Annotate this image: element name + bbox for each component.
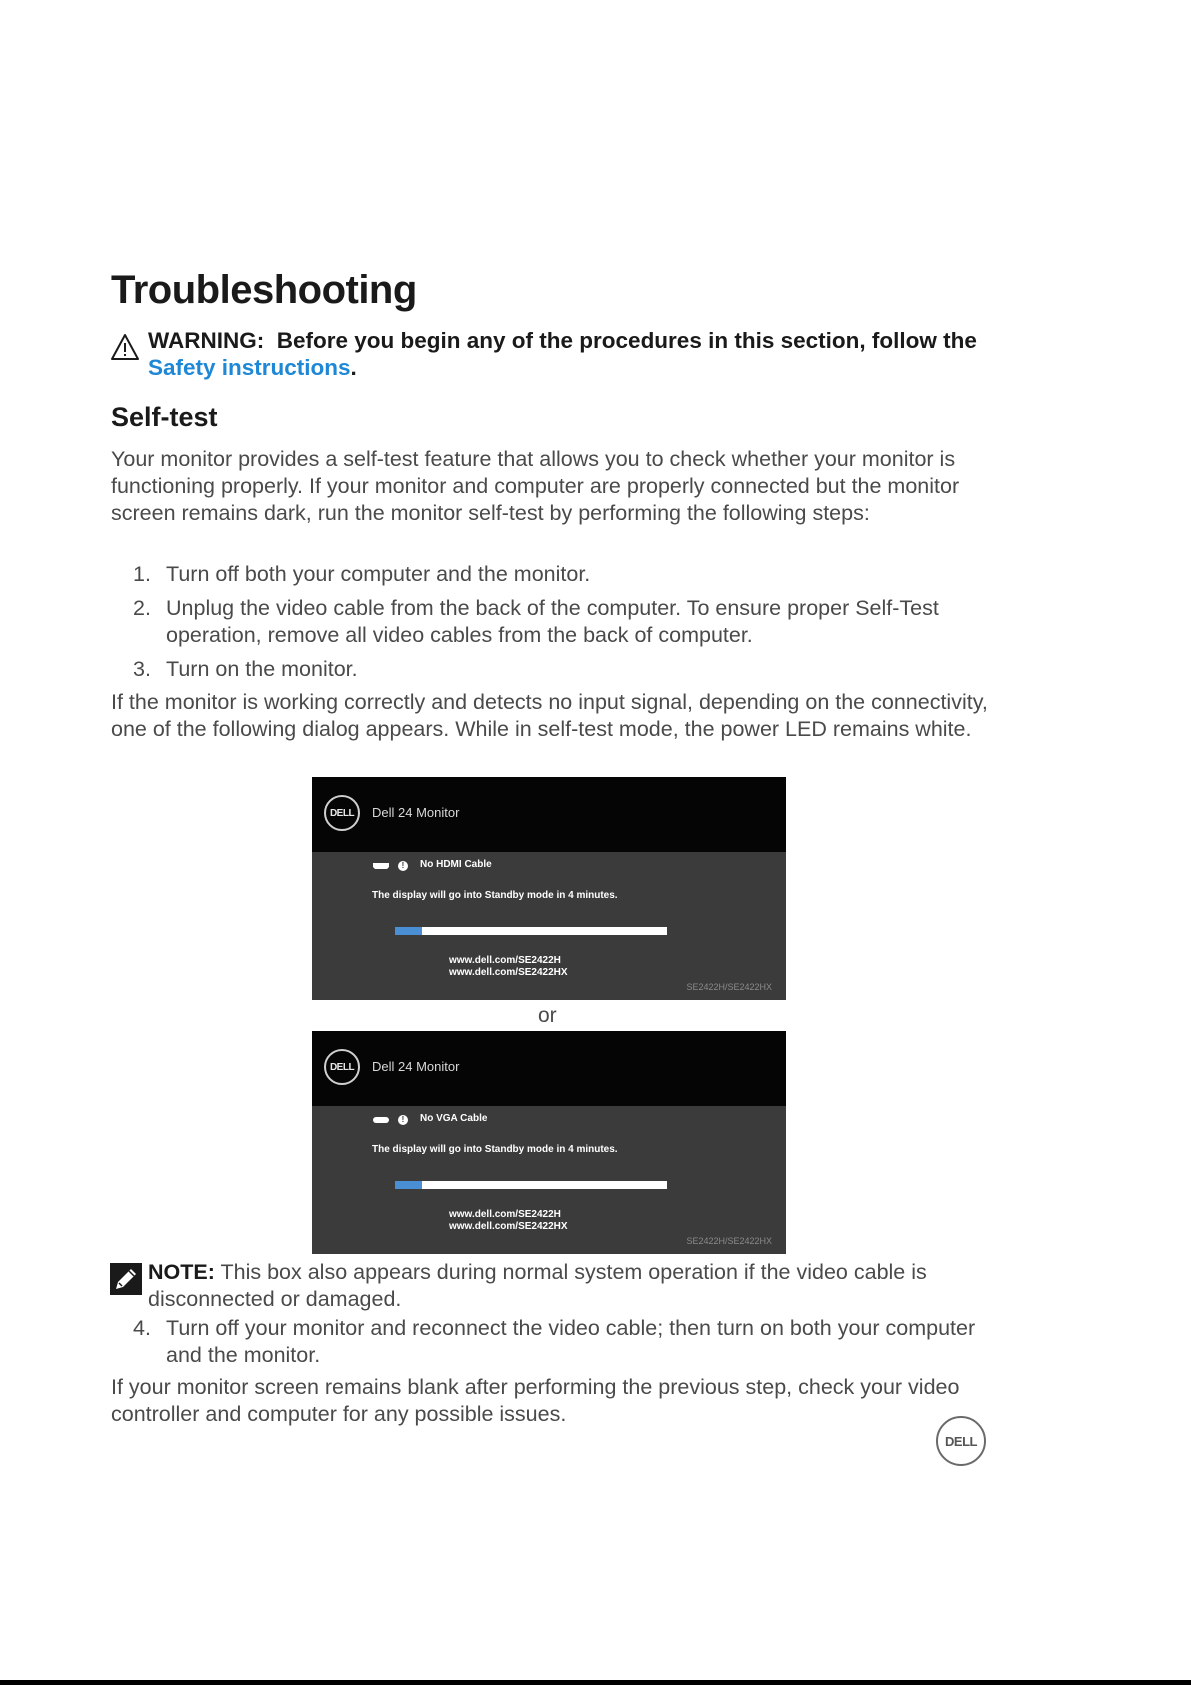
warning-label: WARNING:	[148, 328, 265, 353]
note-text: NOTE: This box also appears during normal system operation if the video cable is disconnected or damaged.	[148, 1260, 927, 1311]
list-item: 2. Unplug the video cable from the back of the computer. To ensure proper Self-Test operation, remove all video cables from the back of computer.	[133, 596, 939, 647]
vga-port-icon	[372, 1116, 390, 1124]
dialog-url: www.dell.com/SE2422HX	[449, 967, 568, 978]
standby-text: The display will go into Standby mode in 4 minutes.	[372, 1144, 618, 1155]
list-item: 4. Turn off your monitor and reconnect the video cable; then turn on both your computer and the monitor.	[133, 1316, 976, 1367]
dialog-url: www.dell.com/SE2422H	[449, 955, 561, 966]
dell-logo: DELL	[324, 1049, 360, 1085]
vga-dialog-screenshot	[312, 1031, 786, 1254]
intro-paragraph: Your monitor provides a self-test feature that allows you to check whether your monitor is functioning properly. If your monitor and computer are properly connected but the monitor screen remains dark, run the monitor self-test by performing the following steps:	[111, 447, 960, 525]
standby-progress-bar	[395, 927, 667, 935]
progress-fill	[395, 927, 422, 935]
standby-progress-bar	[395, 1181, 667, 1189]
warning-text: WARNING: Before you begin any of the procedures in this section, follow the Safety instructions.	[148, 328, 977, 380]
page-bottom-border	[0, 1680, 1191, 1685]
dialog-header	[312, 1031, 786, 1106]
dialog-url: www.dell.com/SE2422HX	[449, 1221, 568, 1232]
info-icon: !	[398, 861, 408, 871]
list-item: 3. Turn on the monitor.	[133, 657, 358, 681]
list-item: 1. Turn off both your computer and the monitor.	[133, 562, 591, 586]
section-title: Self-test	[111, 402, 218, 432]
standby-text: The display will go into Standby mode in 4 minutes.	[372, 890, 618, 901]
info-icon: !	[398, 1115, 408, 1125]
dialog-model: SE2422H/SE2422HX	[686, 982, 772, 992]
dialog-title: Dell 24 Monitor	[372, 805, 460, 820]
dialog-url: www.dell.com/SE2422H	[449, 1209, 561, 1220]
after-steps-paragraph: If the monitor is working correctly and detects no input signal, depending on the connectivity, one of the following dialog appears. While in self-test mode, the power LED remains white.	[111, 690, 988, 741]
dialog-model: SE2422H/SE2422HX	[686, 1236, 772, 1246]
note-label: NOTE:	[148, 1260, 215, 1284]
safety-instructions-link[interactable]: Safety instructions	[148, 355, 351, 380]
dell-logo: DELL	[324, 795, 360, 831]
steps-list	[111, 561, 986, 683]
or-separator: or	[538, 1004, 557, 1027]
dialog-header	[312, 777, 786, 852]
warning-icon	[110, 333, 140, 361]
hdmi-dialog-screenshot	[312, 777, 786, 1000]
hdmi-port-icon	[372, 862, 390, 870]
page-title: Troubleshooting	[111, 268, 417, 312]
steps-list-continued	[111, 1315, 986, 1369]
dialog-title: Dell 24 Monitor	[372, 1059, 460, 1074]
progress-fill	[395, 1181, 422, 1189]
dialog-message: No HDMI Cable	[420, 859, 492, 870]
note-pencil-icon	[110, 1263, 142, 1295]
closing-paragraph: If your monitor screen remains blank after performing the previous step, check your video controller and computer for any possible issues.	[111, 1375, 960, 1426]
footer-dell-logo: DELL	[936, 1416, 986, 1466]
dialog-message: No VGA Cable	[420, 1113, 488, 1124]
